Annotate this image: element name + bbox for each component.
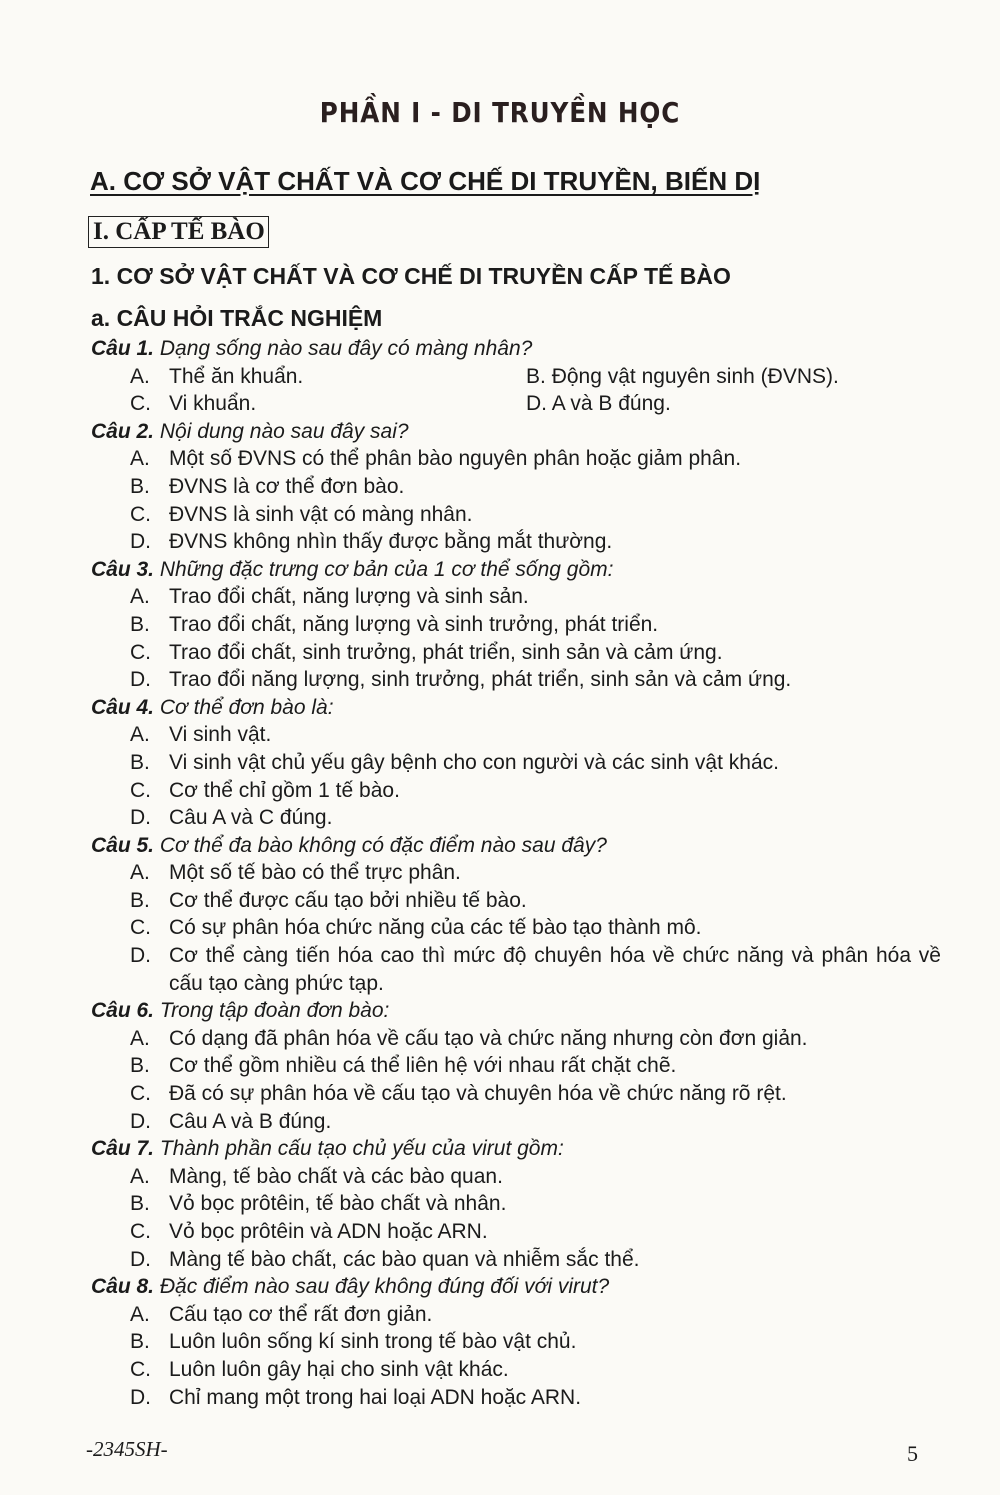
option-text: Đã có sự phân hóa về cấu tạo và chuyên hóa về chức năng rõ rệt. (169, 1082, 787, 1106)
option-b (91, 473, 941, 501)
option-letter: A. (130, 585, 150, 609)
option-text: ĐVNS là sinh vật có màng nhân. (169, 502, 473, 526)
option-text: Vi sinh vật. (169, 723, 272, 747)
option-letter: C. (130, 916, 151, 940)
option-letter: B. (130, 1054, 150, 1078)
option-text: Trao đổi chất, sinh trưởng, phát triển, sinh sản và cảm ứng. (169, 640, 723, 664)
option-letter: B. (130, 1330, 150, 1354)
option-letter: A. (130, 861, 150, 885)
option-text: Cơ thể gồm nhiều cá thể liên hệ với nhau rất chặt chẽ. (169, 1054, 677, 1078)
section-heading-a: A. CƠ SỞ VẬT CHẤT VÀ CƠ CHẾ DI TRUYỀN, BIẾN DỊ (90, 166, 761, 196)
option-c (91, 501, 941, 529)
option-text: Động vật nguyên sinh (ĐVNS). (551, 364, 839, 388)
option-text: A và B đúng. (551, 392, 671, 416)
option-letter: D. (526, 392, 547, 416)
subsection-heading-1: 1. CƠ SỞ VẬT CHẤT VÀ CƠ CHẾ DI TRUYỀN CẤP TẾ BÀO (91, 263, 731, 289)
option-d (91, 528, 941, 556)
footer-code: -2345SH- (86, 1437, 168, 1461)
option-letter: D. (130, 1109, 151, 1133)
option-letter: D. (130, 668, 151, 692)
option-text: Thể ăn khuẩn. (169, 364, 304, 388)
option-letter: D. (130, 806, 151, 830)
option-text: Trao đổi năng lượng, sinh trưởng, phát triển, sinh sản và cảm ứng. (169, 668, 792, 692)
option-d (91, 666, 941, 694)
option-letter: A. (130, 723, 150, 747)
question-text: Cơ thể đa bào không có đặc điểm nào sau đây? (159, 833, 607, 857)
option-text: ĐVNS không nhìn thấy được bằng mắt thường. (169, 530, 613, 554)
option-letter: B. (130, 888, 150, 912)
question-6 (91, 997, 941, 1135)
option-letter: A. (130, 1164, 150, 1188)
page-number: 5 (907, 1441, 918, 1466)
option-a (91, 583, 941, 611)
question-stem (91, 694, 941, 722)
option-text: Câu A và B đúng. (169, 1109, 332, 1133)
question-5 (91, 832, 941, 998)
option-d (91, 1246, 941, 1274)
option-d (91, 1384, 941, 1412)
option-letter: D. (130, 944, 151, 968)
question-text: Cơ thể đơn bào là: (159, 695, 334, 719)
option-a (91, 445, 941, 473)
part-title: PHẦN I - DI TRUYỀN HỌC (319, 96, 681, 129)
option-letter: A. (130, 364, 150, 388)
option-text: Màng, tế bào chất và các bào quan. (169, 1164, 503, 1188)
question-7 (91, 1135, 941, 1273)
option-text: Màng tế bào chất, các bào quan và nhiễm sắc thể. (169, 1247, 640, 1271)
option-a (91, 363, 526, 391)
question-label: Câu 2. (91, 419, 155, 443)
question-stem (91, 832, 941, 860)
option-text: Chỉ mang một trong hai loại ADN hoặc ARN. (169, 1385, 582, 1409)
option-text: Trao đổi chất, năng lượng và sinh trưởng, phát triển. (169, 612, 659, 636)
option-text: Trao đổi chất, năng lượng và sinh sản. (169, 585, 529, 609)
option-grid (91, 363, 941, 418)
option-c (91, 777, 941, 805)
option-a (91, 1163, 941, 1191)
option-letter: C. (130, 1357, 151, 1381)
option-b (91, 611, 941, 639)
option-letter: A. (130, 1026, 150, 1050)
question-8 (91, 1273, 941, 1411)
question-text: Đặc điểm nào sau đây không đúng đối với virut? (159, 1275, 610, 1299)
option-text: Vi sinh vật chủ yếu gây bệnh cho con người và các sinh vật khác. (169, 750, 779, 774)
option-letter: D. (130, 1247, 151, 1271)
section-heading-i: I. CẤP TẾ BÀO (88, 216, 269, 248)
question-label: Câu 1. (91, 337, 155, 360)
option-letter: A. (130, 1302, 150, 1326)
option-letter: B. (130, 474, 150, 498)
question-stem (91, 556, 941, 584)
option-letter: C. (130, 1220, 151, 1243)
option-b (91, 1328, 941, 1356)
option-letter: D. (130, 530, 151, 554)
option-text: Một số tế bào có thể trực phân. (169, 861, 461, 885)
question-list (91, 335, 941, 1411)
option-text: Vi khuẩn. (169, 392, 257, 416)
question-label: Câu 7. (91, 1137, 155, 1161)
question-label: Câu 5. (91, 833, 155, 857)
option-text: Cơ thể chỉ gồm 1 tế bào. (169, 778, 400, 802)
option-text: Có dạng đã phân hóa về cấu tạo và chức năng nhưng còn đơn giản. (169, 1026, 808, 1050)
option-b (91, 1052, 941, 1080)
option-d (526, 390, 946, 418)
question-label: Câu 4. (91, 695, 155, 719)
question-text: Dạng sống nào sau đây có màng nhân? (159, 337, 533, 360)
option-text: Cơ thể được cấu tạo bởi nhiều tế bào. (169, 888, 527, 912)
option-b (91, 1190, 941, 1218)
question-4 (91, 694, 941, 832)
option-letter: B. (526, 364, 546, 388)
option-text: Vỏ bọc prôtêin, tế bào chất và nhân. (169, 1192, 507, 1216)
question-3 (91, 556, 941, 694)
option-a (91, 859, 941, 887)
option-letter: A. (130, 447, 150, 471)
option-d (91, 942, 941, 997)
option-a (91, 1025, 941, 1053)
option-letter: C. (130, 1082, 151, 1106)
question-label: Câu 3. (91, 557, 155, 581)
option-letter: C. (130, 778, 151, 802)
option-text: Câu A và C đúng. (169, 806, 333, 830)
option-letter: C. (130, 502, 151, 526)
option-letter: C. (130, 640, 151, 664)
option-b (91, 887, 941, 915)
question-text: Trong tập đoàn đơn bào: (159, 999, 390, 1023)
question-stem (91, 335, 941, 363)
option-a (91, 1301, 941, 1329)
option-c (91, 1080, 941, 1108)
question-stem (91, 997, 941, 1025)
option-letter: B. (130, 1192, 150, 1216)
question-stem (91, 1135, 941, 1163)
option-letter: B. (130, 612, 150, 636)
question-text: Những đặc trưng cơ bản của 1 cơ thể sống gồm: (159, 557, 614, 581)
option-text: Cơ thể càng tiến hóa cao thì mức độ chuyên hóa về chức năng và phân hóa về cấu tạo càng phức tạp. (169, 944, 941, 995)
option-text: Luôn luôn sống kí sinh trong tế bào vật chủ. (169, 1330, 577, 1354)
option-c (91, 914, 941, 942)
option-text: ĐVNS là cơ thể đơn bào. (169, 474, 405, 498)
question-text: Nội dung nào sau đây sai? (159, 419, 409, 443)
question-label: Câu 6. (91, 999, 155, 1023)
question-1 (91, 335, 941, 418)
option-letter: C. (130, 392, 151, 416)
question-stem (91, 418, 941, 446)
question-2 (91, 418, 941, 556)
option-d (91, 804, 941, 832)
question-text: Thành phần cấu tạo chủ yếu của virut gồm: (159, 1137, 564, 1161)
option-d (91, 1108, 941, 1136)
question-label: Câu 8. (91, 1275, 155, 1299)
option-c (91, 639, 941, 667)
option-text: Một số ĐVNS có thể phân bào nguyên phân hoặc giảm phân. (169, 447, 742, 471)
option-b (91, 749, 941, 777)
option-c (91, 390, 526, 418)
option-text: Có sự phân hóa chức năng của các tế bào tạo thành mô. (169, 916, 702, 940)
option-letter: B. (130, 750, 150, 774)
subsection-heading-a: a. CÂU HỎI TRẮC NGHIỆM (91, 305, 383, 331)
option-c (91, 1356, 941, 1384)
option-text: Cấu tạo cơ thể rất đơn giản. (169, 1302, 433, 1326)
option-text: Vỏ bọc prôtêin và ADN hoặc ARN. (169, 1220, 488, 1243)
option-letter: D. (130, 1385, 151, 1409)
option-a (91, 721, 941, 749)
option-b (526, 363, 946, 391)
question-stem (91, 1273, 941, 1301)
option-text: Luôn luôn gây hại cho sinh vật khác. (169, 1357, 509, 1381)
option-c (91, 1218, 941, 1246)
